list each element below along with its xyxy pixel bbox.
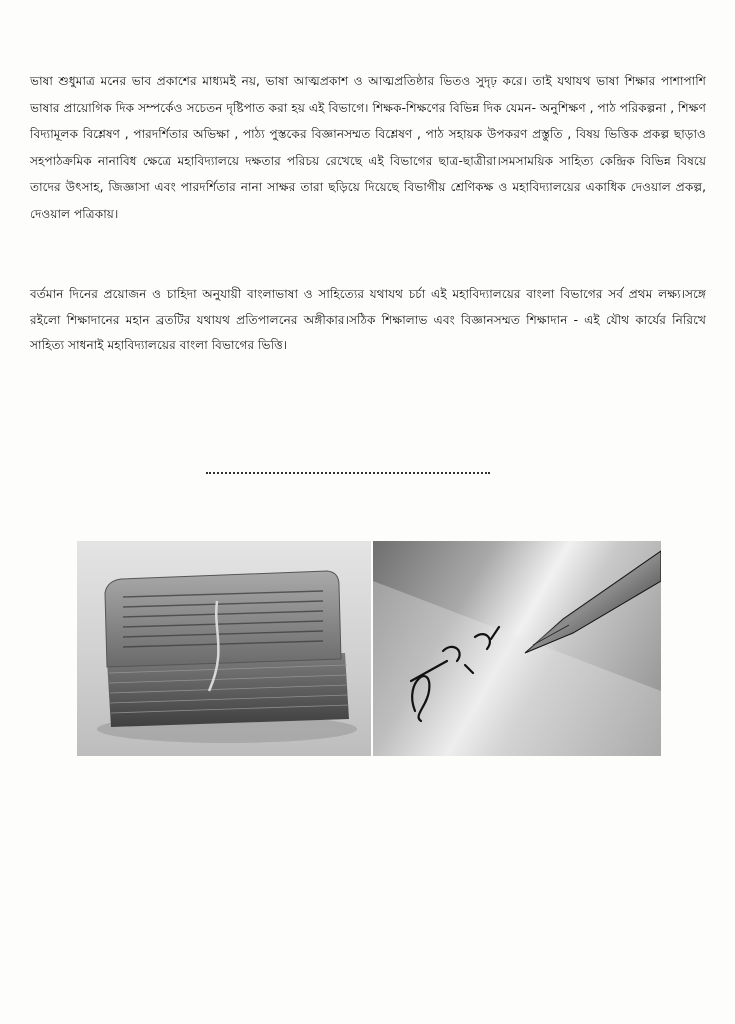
pen-illustration xyxy=(373,541,661,756)
dotted-divider xyxy=(206,472,490,474)
paragraph-department-goal: বর্তমান দিনের প্রয়োজন ও চাহিদা অনুযায়ী বাংলাভাষা ও সাহিত্যের যথাযথ চর্চা এই মহাবিদ্যালয়ের বাংলা বিভাগের সর্ব প্রথম লক্ষ্য।সঙ্গে রইলো শিক্ষাদানের মহান ব্রতটির যথাযথ প্রতিপালনের অঙ্গীকার।সঠিক শিক্ষালাভ এবং বিজ্ঞানসম্মত শিক্ষাদান - এই যৌথ কার্যের নিরিখে সাহিত্য সাধনাই মহাবিদ্যালয়ের বাংলা বিভাগের ভিত্তি। xyxy=(30,287,706,352)
manuscript-illustration xyxy=(77,541,371,756)
paragraph-language-teaching: ভাষা শুধুমাত্র মনের ভাব প্রকাশের মাধ্যমই নয়, ভাষা আত্মপ্রকাশ ও আত্মপ্রতিষ্ঠার ভিতও সুদৃঢ় করে। তাই যথাযথ ভাষা শিক্ষার পাশাপাশি ভাষার প্রায়োগিক দিক সম্পর্কেও সচেতন দৃষ্টিপাত করা হয় এই বিভাগে। শিক্ষক-শিক্ষণের বিভিন্ন দিক যেমন- অনুশিক্ষণ , পাঠ পরিকল্পনা , শিক্ষণ বিদ্যামূলক বিশ্লেষণ , পারদর্শিতার অভিক্ষা , পাঠ্য পুস্তকের বিজ্ঞানসম্মত বিশ্লেষণ , পাঠ সহায়ক উপকরণ প্রস্তুতি , বিষয় ভিত্তিক প্রকল্প ছাড়াও সহপাঠক্রমিক নানাবিধ ক্ষেত্রে মহাবিদ্যালয়ে দক্ষতার পরিচয় রেখেছে এই বিভাগের ছাত্র-ছাত্রীরা।সমসাময়িক সাহিত্য কেন্দ্রিক বিভিন্ন বিষয়ে তাদের উৎসাহ, জিজ্ঞাসা এবং পারদর্শিতার নানা সাক্ষর তারা ছড়িয়ে দিয়েছে বিভাগীয় শ্রেণিকক্ষ ও মহাবিদ্যালয়ের একাধিক দেওয়াল প্রকল্প, দেওয়াল পত্রিকায়। xyxy=(30,74,706,221)
pen-writing-photo xyxy=(373,541,661,756)
manuscript-photo xyxy=(77,541,371,756)
